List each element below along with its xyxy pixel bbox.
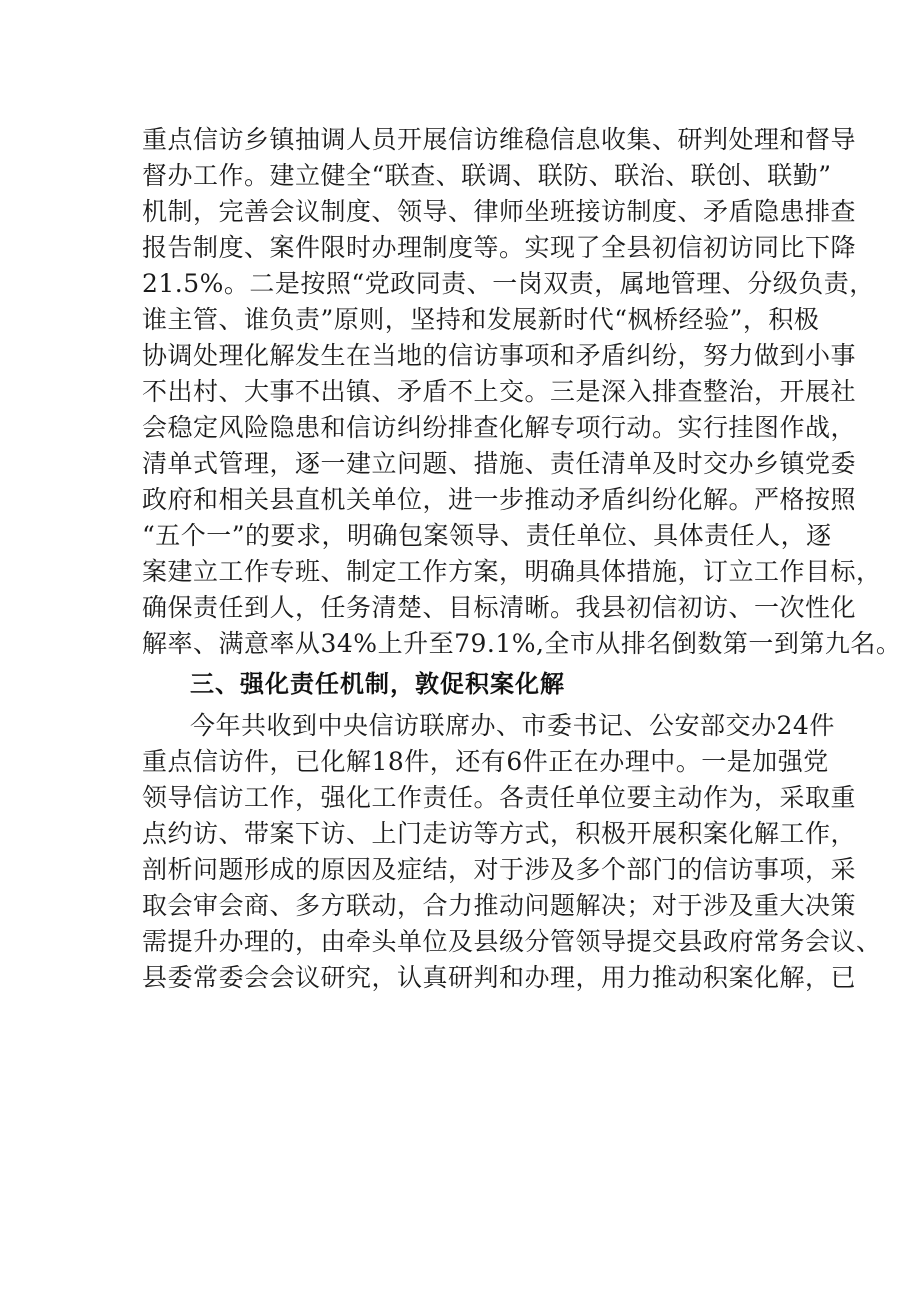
text-line: 机制，完善会议制度、领导、律师坐班接访制度、矛盾隐患排查 — [142, 197, 857, 226]
text-line: “五个一”的要求，明确包案领导、责任单位、具体责任人，逐 — [142, 521, 832, 550]
text-line: 清单式管理，逐一建立问题、措施、责任清单及时交办乡镇党委 — [142, 449, 857, 478]
text-line: 重点信访乡镇抽调人员开展信访维稳信息收集、研判处理和督导 — [142, 125, 857, 154]
text-line: 需提升办理的，由牵头单位及县级分管领导提交县政府常务会议、 — [142, 927, 882, 956]
text-line: 不出村、大事不出镇、矛盾不上交。三是深入排查整治，开展社 — [142, 377, 857, 406]
text-line: 重点信访件，已化解18件，还有6件正在办理中。一是加强党 — [142, 747, 829, 776]
text-line: 21.5%。二是按照“党政同责、一岗双责，属地管理、分级负责， — [142, 269, 875, 298]
text-line: 解率、满意率从34%上升至79.1%,全市从排名倒数第一到第九名。 — [142, 629, 902, 658]
text-line: 会稳定风险隐患和信访纠纷排查化解专项行动。实行挂图作战， — [142, 413, 857, 442]
text-line: 谁主管、谁负责”原则，坚持和发展新时代“枫桥经验”，积极 — [142, 305, 820, 334]
text-line: 今年共收到中央信访联席办、市委书记、公安部交办24件 — [190, 711, 835, 740]
text-line: 案建立工作专班、制定工作方案，明确具体措施，订立工作目标， — [142, 557, 882, 586]
text-line: 协调处理化解发生在当地的信访事项和矛盾纠纷，努力做到小事 — [142, 341, 857, 370]
text-line: 确保责任到人，任务清楚、目标清晰。我县初信初访、一次性化 — [142, 593, 857, 622]
text-line: 点约访、带案下访、上门走访等方式，积极开展积案化解工作， — [142, 819, 857, 848]
text-line: 县委常委会会议研究，认真研判和办理，用力推动积案化解，已 — [142, 963, 857, 992]
section-heading: 三、强化责任机制，敦促积案化解 — [190, 670, 565, 698]
text-line: 报告制度、案件限时办理制度等。实现了全县初信初访同比下降 — [142, 233, 857, 262]
text-line: 督办工作。建立健全“联查、联调、联防、联治、联创、联勤” — [142, 161, 832, 190]
text-line: 剖析问题形成的原因及症结，对于涉及多个部门的信访事项，采 — [142, 855, 857, 884]
text-line: 政府和相关县直机关单位，进一步推动矛盾纠纷化解。严格按照 — [142, 485, 857, 514]
text-line: 取会审会商、多方联动，合力推动问题解决；对于涉及重大决策 — [142, 891, 857, 920]
text-line: 领导信访工作，强化工作责任。各责任单位要主动作为，采取重 — [142, 783, 857, 812]
